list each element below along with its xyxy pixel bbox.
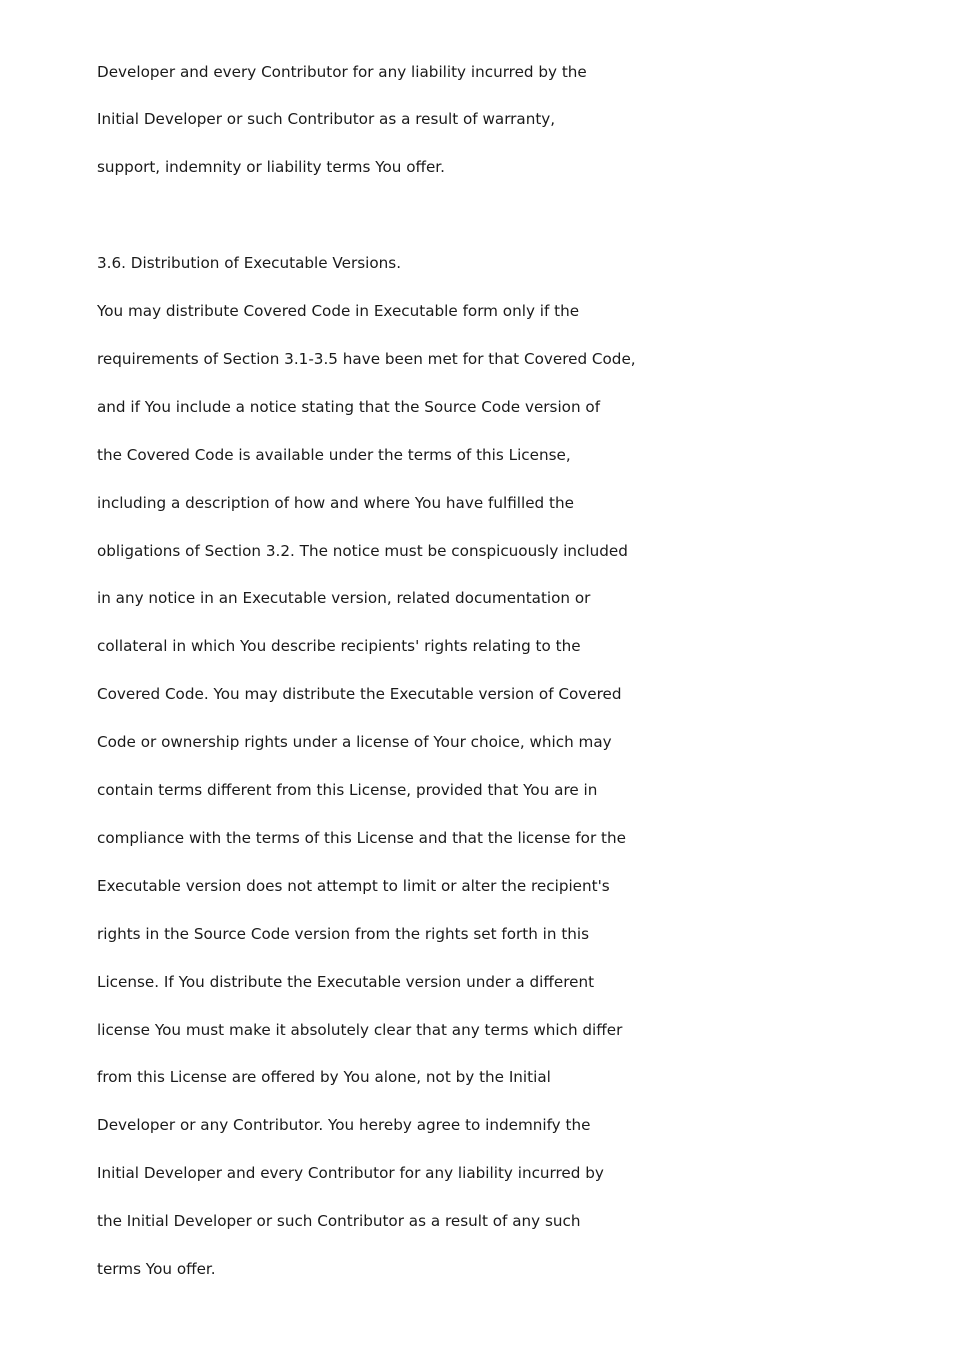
paragraph-line: You may distribute Covered Code in Executable form only if the bbox=[97, 302, 580, 320]
paragraph-line: Developer or any Contributor. You hereby agree to indemnify the bbox=[97, 1116, 591, 1134]
paragraph-line: rights in the Source Code version from the rights set forth in this bbox=[97, 925, 590, 943]
paragraph-line: Initial Developer and every Contributor for any liability incurred by bbox=[97, 1164, 604, 1182]
paragraph-line: collateral in which You describe recipients' rights relating to the bbox=[97, 637, 581, 655]
paragraph-line: the Initial Developer or such Contributor as a result of any such bbox=[97, 1212, 581, 1230]
section-heading: 3.6. Distribution of Executable Versions. bbox=[97, 254, 402, 272]
paragraph-line: terms You offer. bbox=[97, 1260, 216, 1278]
paragraph-line: support, indemnity or liability terms You offer. bbox=[97, 158, 445, 176]
paragraph-line: compliance with the terms of this License and that the license for the bbox=[97, 829, 626, 847]
paragraph-line: Initial Developer or such Contributor as a result of warranty, bbox=[97, 110, 556, 128]
paragraph-line: the Covered Code is available under the terms of this License, bbox=[97, 446, 571, 464]
paragraph-line: obligations of Section 3.2. The notice must be conspicuously included bbox=[97, 542, 628, 560]
paragraph-line: and if You include a notice stating that the Source Code version of bbox=[97, 398, 601, 416]
paragraph-line: contain terms different from this License, provided that You are in bbox=[97, 781, 598, 799]
paragraph-line: from this License are offered by You alone, not by the Initial bbox=[97, 1068, 551, 1086]
paragraph-line: Covered Code. You may distribute the Executable version of Covered bbox=[97, 685, 622, 703]
paragraph-line: requirements of Section 3.1-3.5 have been met for that Covered Code, bbox=[97, 350, 636, 368]
paragraph-line: license You must make it absolutely clear that any terms which differ bbox=[97, 1021, 623, 1039]
paragraph-line: in any notice in an Executable version, related documentation or bbox=[97, 589, 591, 607]
paragraph-line: Executable version does not attempt to limit or alter the recipient's bbox=[97, 877, 610, 895]
paragraph-line: Code or ownership rights under a license of Your choice, which may bbox=[97, 733, 612, 751]
paragraph-line: including a description of how and where You have fulfilled the bbox=[97, 494, 574, 512]
paragraph-line: Developer and every Contributor for any liability incurred by the bbox=[97, 63, 587, 81]
paragraph-line: License. If You distribute the Executable version under a different bbox=[97, 973, 595, 991]
